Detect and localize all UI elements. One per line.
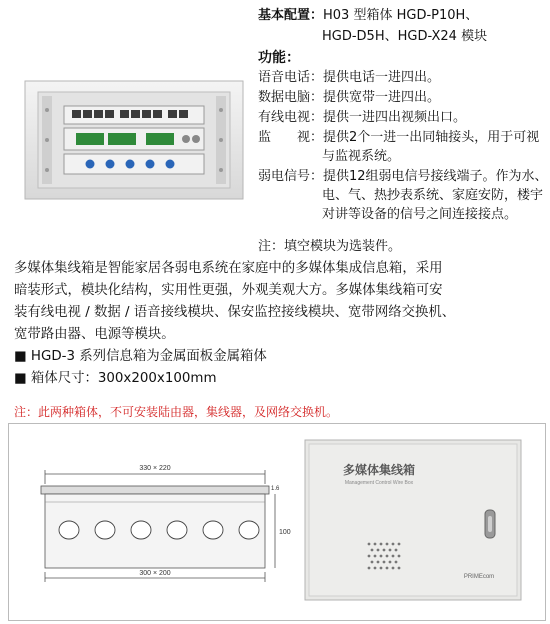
description — [14, 258, 544, 390]
spec-item — [258, 68, 440, 88]
enclosure-photo — [24, 80, 244, 200]
spec-item-continued — [258, 147, 400, 167]
box-subtitle: Management Control Wire Box — [344, 480, 414, 486]
warning-note: 注：此两种箱体，不可安装陆由器，集线器，及网络交换机。 — [14, 405, 339, 419]
spec-item-label: 弱电信号： — [258, 169, 324, 184]
dim-side-label: 100 — [279, 529, 291, 536]
description-line: 多媒体集线箱是智能家居各弱电系统在家庭中的多媒体集成信息箱，采用 — [14, 261, 443, 276]
config-value-2: HGD-D5H、HGD-X24 模块 — [322, 29, 488, 44]
bullet-size: ■ 箱体尺寸：300x200x100mm — [14, 371, 217, 386]
dim-top-label: 330 × 220 — [139, 465, 171, 472]
box-title: 多媒体集线箱 — [342, 463, 416, 477]
spec-item — [258, 108, 466, 128]
spec-item-continued — [258, 205, 517, 225]
config-value-1: H03 型箱体 HGD-P10H、 — [323, 8, 479, 23]
spec-item-text: 与监视系统。 — [322, 149, 401, 164]
dim-lip-label: 1.6 — [271, 486, 280, 492]
box-brand: PRIMEcom — [463, 574, 495, 580]
spec-item-text: 提供一进四出视频出口。 — [323, 110, 467, 125]
spec-item-text: 提供电话一进四出。 — [323, 70, 441, 85]
technical-drawing — [9, 424, 545, 620]
description-line: 装有线电视 / 数据 / 语音接线模块、保安监控接线模块、宽带网络交换机、 — [14, 305, 456, 320]
square-bullet-icon: ■ — [14, 349, 31, 364]
dim-bottom-label: 300 × 200 — [139, 570, 171, 577]
spec-item — [258, 88, 440, 108]
description-line: 暗装形式，模块化结构，实用性更强，外观美观大方。多媒体集线箱可安 — [14, 283, 443, 298]
spec-item-text: 提供12组弱电信号接线端子。作为水、 — [323, 169, 548, 184]
config-line-1 — [258, 6, 478, 26]
spec-item-text: 电、气、热抄表系统、家庭安防，楼宇 — [322, 188, 544, 203]
optional-note: 注：填空模块为选装件。 — [258, 239, 402, 254]
spec-item-continued — [258, 186, 543, 206]
drawing-panel — [8, 423, 546, 621]
spec-item-label: 有线电视： — [258, 110, 324, 125]
spec-item-text: 对讲等设备的信号之间连接接点。 — [322, 207, 518, 222]
spec-item-label: 语音电话： — [258, 70, 324, 85]
spec-item — [258, 128, 539, 148]
spec-item-label: 监 视： — [258, 130, 324, 145]
description-line: 宽带路由器、电源等模块。 — [14, 327, 175, 342]
spec-item-label: 数据电脑： — [258, 90, 324, 105]
bullet-material: ■ HGD-3 系列信息箱为金属面板金属箱体 — [14, 349, 267, 364]
spec-item-text: 提供2个一进一出同轴接头，用于可视 — [323, 130, 540, 145]
config-label: 基本配置： — [258, 8, 324, 23]
spec-item — [258, 167, 548, 187]
square-bullet-icon: ■ — [14, 371, 31, 386]
function-title: 功能： — [258, 50, 300, 66]
spec-item-text: 提供宽带一进四出。 — [323, 90, 441, 105]
